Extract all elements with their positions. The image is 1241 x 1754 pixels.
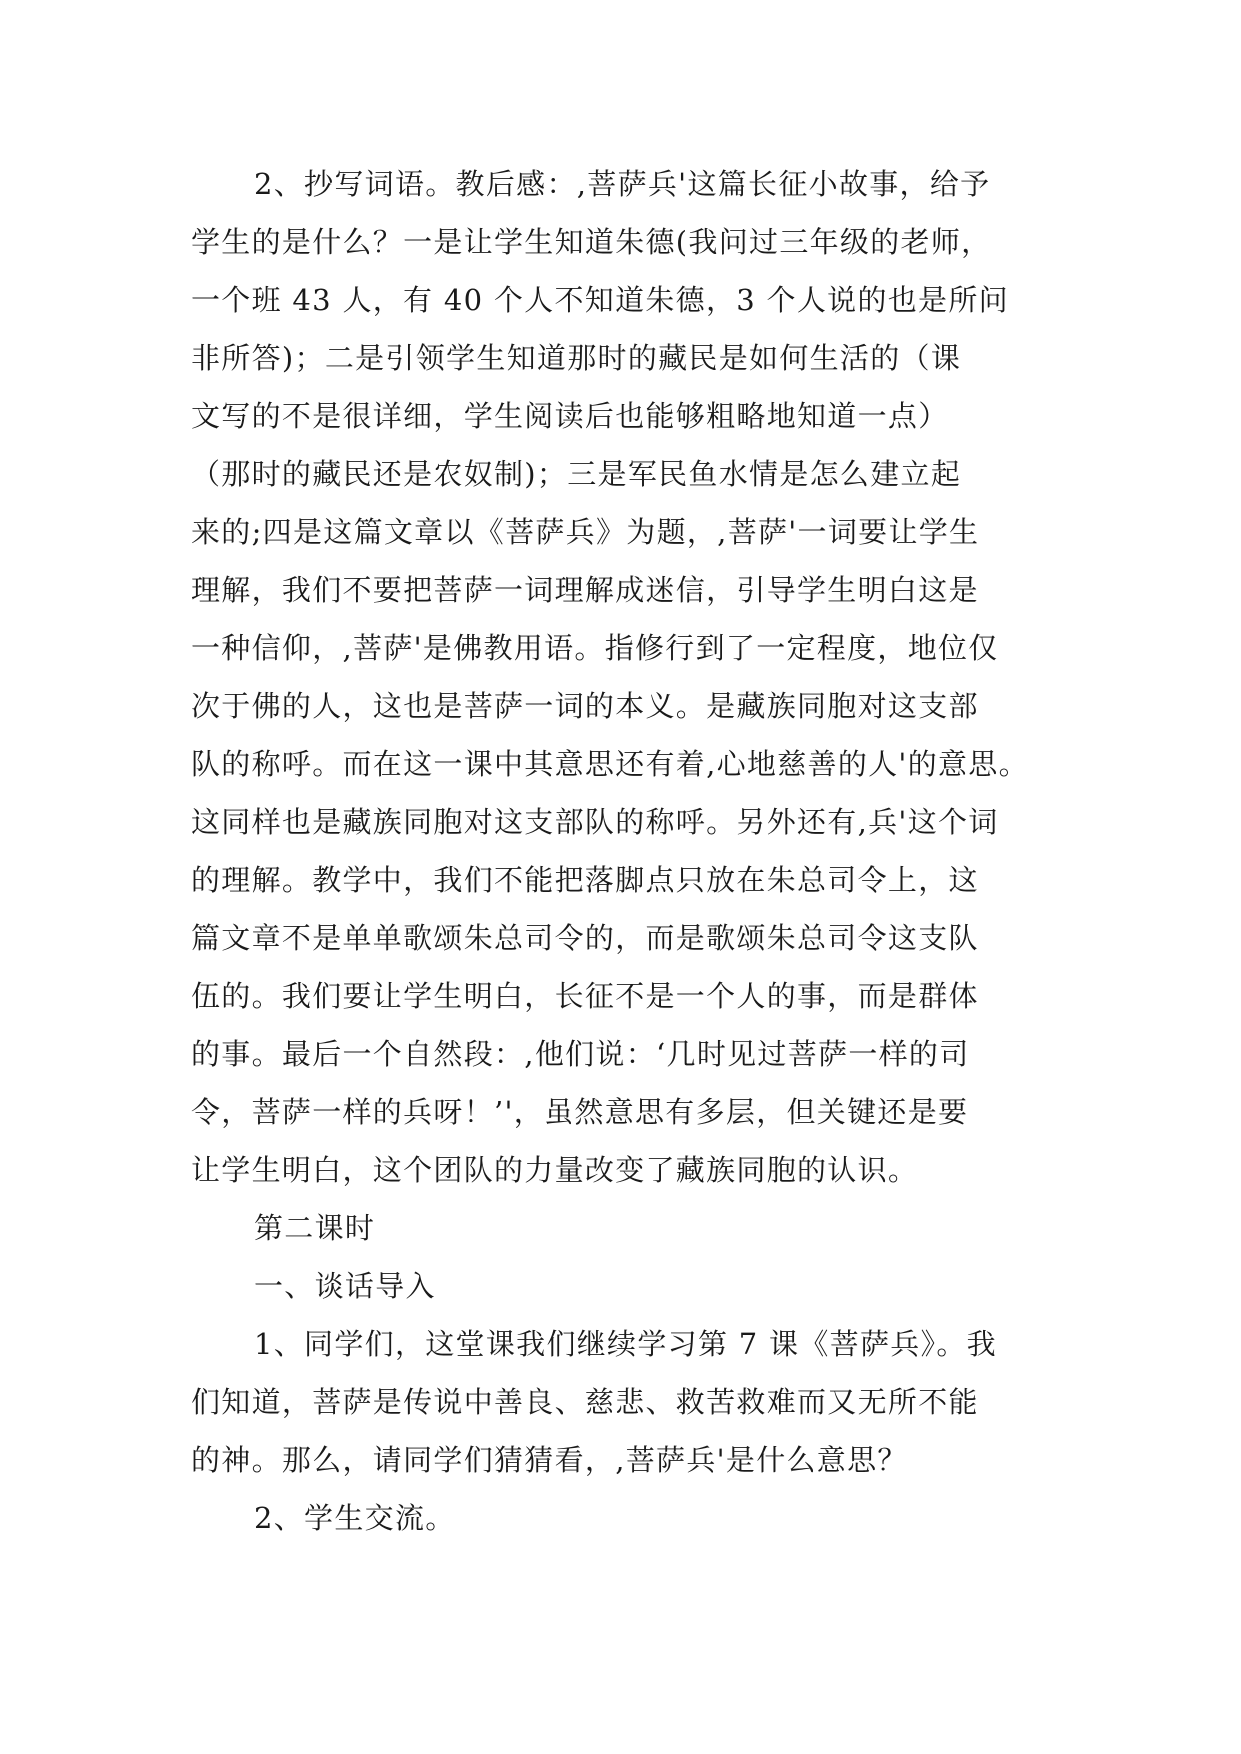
paragraph-line: 学生的是什么？一是让学生知道朱德(我问过三年级的老师， [191,225,992,259]
paragraph-line: 伍的。我们要让学生明白，长征不是一个人的事，而是群体 [191,979,979,1013]
paragraph-line: （那时的藏民还是农奴制)；三是军民鱼水情是怎么建立起 [191,457,962,491]
subsection-heading: 一、谈话导入 [254,1269,436,1303]
paragraph-line: 的神。那么，请同学们猜猜看，,菩萨兵'是什么意思？ [191,1443,908,1477]
paragraph-line: 来的;四是这篇文章以《菩萨兵》为题，,菩萨'一词要让学生 [191,515,980,549]
paragraph-line: 篇文章不是单单歌颂朱总司令的，而是歌颂朱总司令这支队 [191,921,979,955]
paragraph-line: 非所答)；二是引领学生知道那时的藏民是如何生活的（课 [191,341,962,375]
paragraph-line: 次于佛的人，这也是菩萨一词的本义。是藏族同胞对这支部 [191,689,979,723]
paragraph-line: 令，菩萨一样的兵呀！’'，虽然意思有多层，但关键还是要 [191,1095,969,1129]
paragraph-line: 们知道，菩萨是传说中善良、慈悲、救苦救难而又无所不能 [191,1385,979,1419]
paragraph-line: 队的称呼。而在这一课中其意思还有着,心地慈善的人'的意思。 [191,747,1029,781]
paragraph-line: 这同样也是藏族同胞对这支部队的称呼。另外还有,兵'这个词 [191,805,999,839]
paragraph-line: 让学生明白，这个团队的力量改变了藏族同胞的认识。 [191,1153,919,1187]
paragraph-line: 一种信仰，,菩萨'是佛教用语。指修行到了一定程度，地位仅 [191,631,999,665]
paragraph-line: 1、同学们，这堂课我们继续学习第 7 课《菩萨兵》。我 [254,1327,997,1361]
section-heading: 第二课时 [254,1211,376,1245]
paragraph-line: 文写的不是很详细，学生阅读后也能够粗略地知道一点） [191,399,949,433]
paragraph-line: 的事。最后一个自然段：,他们说：‘几时见过菩萨一样的司 [191,1037,970,1071]
paragraph-line: 的理解。教学中，我们不能把落脚点只放在朱总司令上，这 [191,863,979,897]
paragraph-line: 2、学生交流。 [254,1501,456,1535]
paragraph-line: 2、抄写词语。教后感：,菩萨兵'这篇长征小故事，给予 [254,167,991,201]
paragraph-line: 理解，我们不要把菩萨一词理解成迷信，引导学生明白这是 [191,573,979,607]
paragraph-line: 一个班 43 人，有 40 个人不知道朱德，3 个人说的也是所问 [191,283,1009,317]
